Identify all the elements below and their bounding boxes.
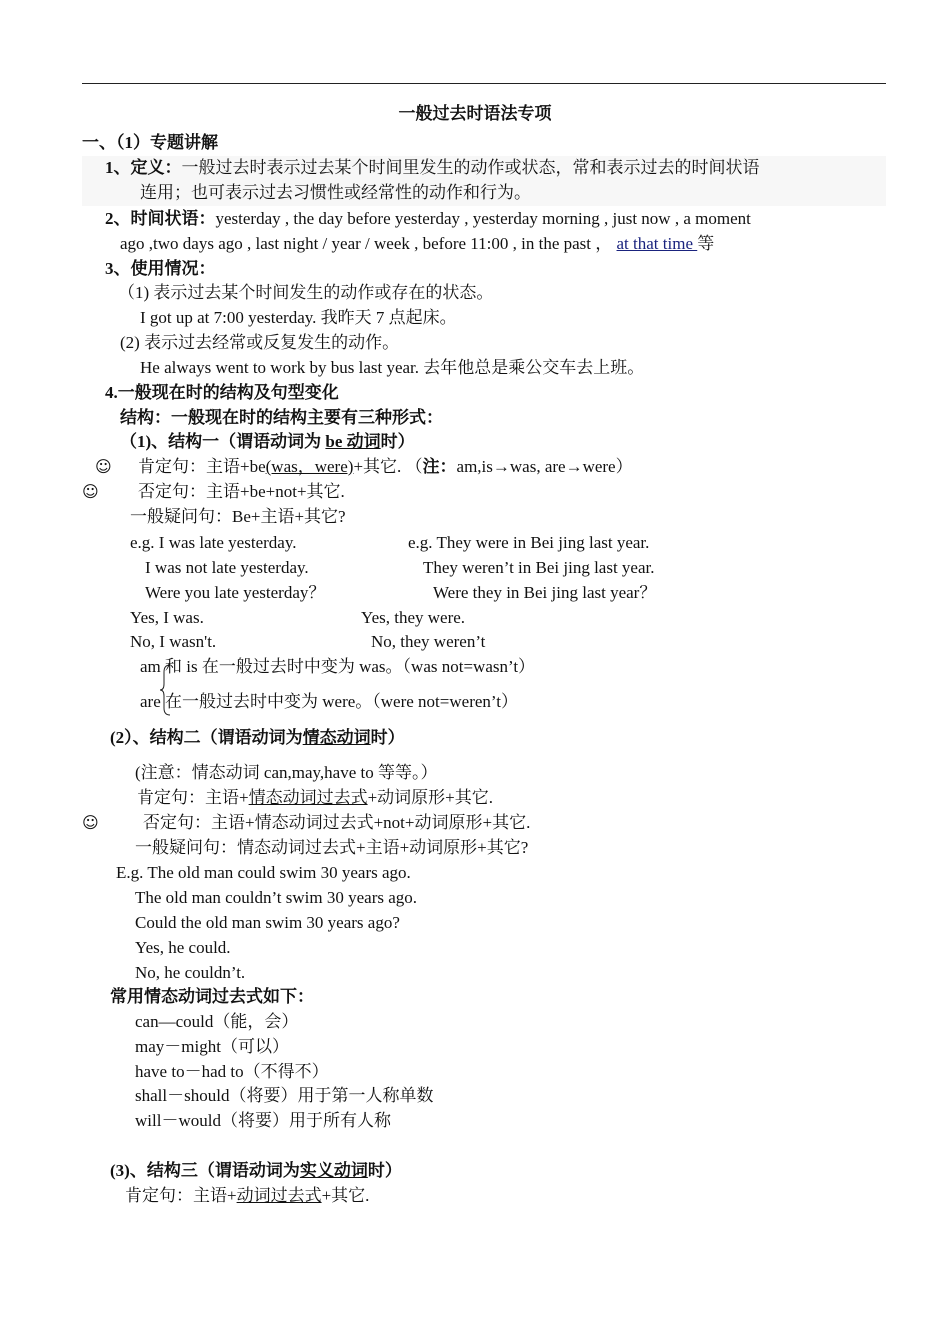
usage-1-example: I got up at 7:00 yesterday. 我昨天 7 点起床。 xyxy=(140,308,457,327)
example-left: Were you late yesterday？ xyxy=(145,583,326,602)
are-rule: are 在一般过去时中变为 were。（were not=weren’t） xyxy=(140,692,518,711)
modal-item: shall－should（将要）用于第一人称单数 xyxy=(135,1086,434,1105)
example-right: Were they in Bei jing last year？ xyxy=(433,583,657,602)
structure-2-heading: (2）、结构二（谓语动词为情态动词时） xyxy=(110,728,405,747)
example-left: Yes, I was. xyxy=(130,608,204,627)
structure-2-question: 一般疑问句：情态动词过去式+主语+动词原形+其它? xyxy=(135,838,529,857)
structure-2-example: Could the old man swim 30 years ago? xyxy=(135,913,400,932)
modal-list-heading: 常用情态动词过去式如下： xyxy=(110,987,314,1006)
modal-item: may－might（可以） xyxy=(135,1037,289,1056)
example-right: No, they weren’t xyxy=(371,632,486,651)
modal-item: have to－had to（不得不） xyxy=(135,1062,329,1081)
usage-heading: 3、使用情况： xyxy=(105,259,216,278)
modal-item: can—could（能，会） xyxy=(135,1012,299,1031)
section-heading: 一、（1）专题讲解 xyxy=(82,133,218,152)
time-adverbial-line-2: ago ,two days ago , last night / year / week , before 11:00 , in the past ， at that time 等 xyxy=(120,234,715,253)
at-that-time-link[interactable]: at that time xyxy=(616,234,698,253)
structure-1-heading: （1)、结构一（谓语动词为 be 动词时） xyxy=(120,432,415,451)
structure-1-affirmative: 肯定句：主语+be(was，were)+其它. （注：am,is→was, are→were） xyxy=(138,457,633,476)
definition-line-1: 1、定义：一般过去时表示过去某个时间里发生的动作或状态，常和表示过去的时间状语 xyxy=(105,158,760,177)
structure-1-negative: 否定句：主语+be+not+其它. xyxy=(138,482,345,501)
structure-2-negative: 否定句：主语+情态动词过去式+not+动词原形+其它. xyxy=(143,813,531,832)
structure-3-heading: (3)、结构三（谓语动词为实义动词时） xyxy=(110,1161,402,1180)
modal-item: will－would（将要）用于所有人称 xyxy=(135,1111,391,1130)
example-right: Yes, they were. xyxy=(361,608,466,627)
example-right: They weren’t in Bei jing last year. xyxy=(423,558,655,577)
usage-2-example: He always went to work by bus last year. 去年他总是乘公交车去上班。 xyxy=(140,358,645,377)
structure-heading: 4.一般现在时的结构及句型变化 xyxy=(105,383,339,402)
usage-2: (2) 表示过去经常或反复发生的动作。 xyxy=(120,333,400,352)
example-right: e.g. They were in Bei jing last year. xyxy=(408,533,650,552)
smiley-icon: ☺ xyxy=(82,813,99,832)
smiley-icon: ☺ xyxy=(95,457,112,476)
structure-2-note: (注意：情态动词 can,may,have to 等等。） xyxy=(135,763,438,782)
structure-1-question: 一般疑问句：Be+主语+其它? xyxy=(130,507,346,526)
structure-2-example: The old man couldn’t swim 30 years ago. xyxy=(135,888,418,907)
structure-3-affirmative: 肯定句：主语+动词过去式+其它. xyxy=(125,1186,370,1205)
structure-intro: 结构：一般现在时的结构主要有三种形式： xyxy=(120,408,443,427)
structure-2-example: E.g. The old man could swim 30 years ago. xyxy=(116,863,411,882)
example-left: e.g. I was late yesterday. xyxy=(130,533,297,552)
example-left: I was not late yesterday. xyxy=(145,558,309,577)
header-rule xyxy=(82,83,886,84)
usage-1: （1) 表示过去某个时间发生的动作或存在的状态。 xyxy=(118,283,494,302)
smiley-icon: ☺ xyxy=(82,482,99,501)
definition-line-2: 连用；也可表示过去习惯性或经常性的动作和行为。 xyxy=(140,183,531,202)
structure-2-example: No, he couldn’t. xyxy=(135,963,246,982)
page-title: 一般过去时语法专项 xyxy=(398,104,552,123)
am-is-rule: am 和 is 在一般过去时中变为 was。（was not=wasn’t） xyxy=(140,657,536,676)
example-left: No, I wasn't. xyxy=(130,632,217,651)
time-adverbial-line-1: 2、时间状语：yesterday , the day before yesterday , yesterday morning , just now , a moment xyxy=(105,209,751,228)
structure-2-affirmative: 肯定句：主语+情态动词过去式+动词原形+其它. xyxy=(137,788,494,807)
structure-2-example: Yes, he could. xyxy=(135,938,231,957)
